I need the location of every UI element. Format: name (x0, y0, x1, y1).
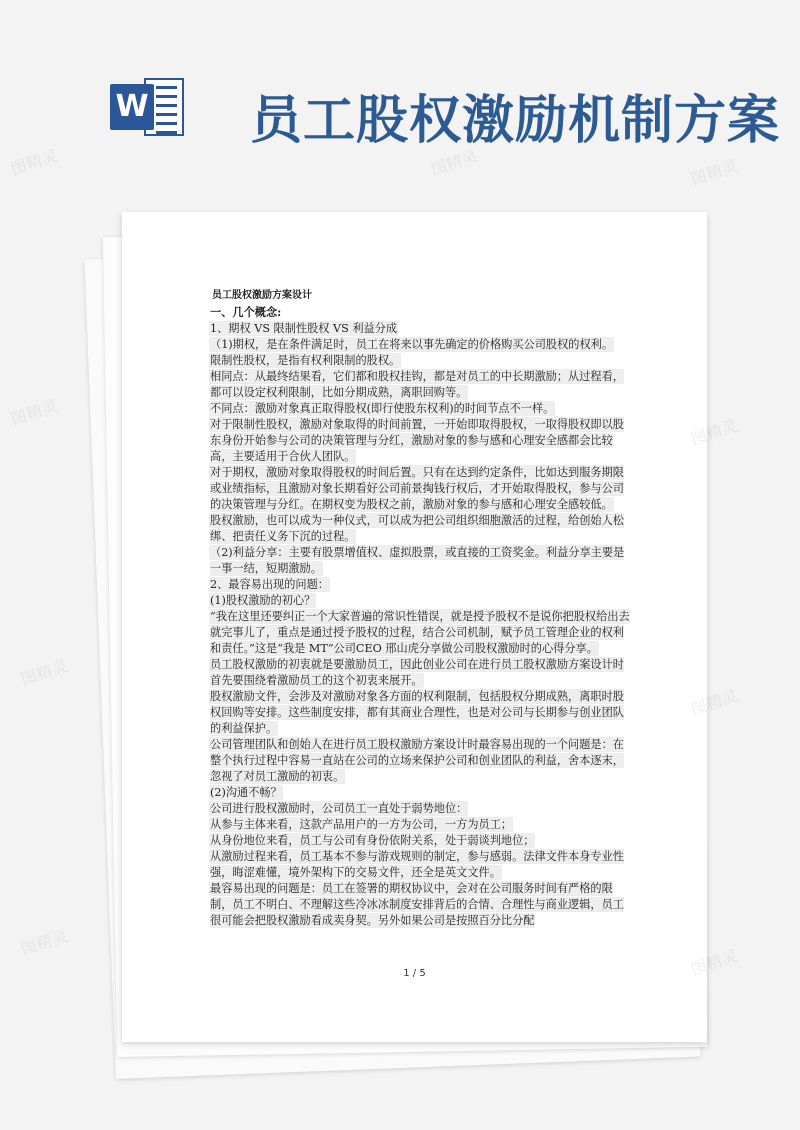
paragraph: 从激励过程来看，员工基本不参与游戏规则的制定，参与感弱。法律文件本身专业性强，晦涩难懂，境外架构下的交易文件，还全是英文文件。 (210, 850, 624, 879)
watermark: 图精灵 (688, 685, 741, 719)
document-heading: 员工股权激励方案设计 (212, 290, 312, 301)
paragraph: 对于期权，激励对象取得股权的时间后置。只有在达到约定条件，比如达到服务期限或业绩指标，且激励对象长期看好公司前景掏钱行权后，才开始取得股权，参与公司的决策管理与分红。在期权变为股权之前，激励对象的参与感和心理安全感较低。 (210, 466, 624, 511)
watermark: 图精灵 (428, 145, 481, 179)
word-badge: W (110, 84, 154, 130)
watermark: 图精灵 (18, 655, 71, 689)
watermark: 图精灵 (688, 155, 741, 189)
watermark: 图精灵 (18, 925, 71, 959)
paragraph: 1、期权 VS 限制性股权 VS 利益分成 (210, 322, 398, 335)
paragraph: （2)利益分享：主要有股票增值权、虚拟股票，或直接的工资奖金。利益分享主要是一事一结，短期激励。 (210, 546, 625, 575)
document-page (122, 212, 707, 1042)
paragraph: 一、几个概念: (210, 305, 282, 319)
paragraph: 从参与主体来看，这款产品用户的一方为公司，一方为员工； (210, 818, 513, 831)
paragraph: 公司进行股权激励时，公司员工一直处于弱势地位： (210, 802, 468, 815)
word-doc-icon (110, 70, 188, 144)
watermark: 图精灵 (8, 395, 61, 429)
paragraph: 公司管理团队和创始人在进行员工股权激励方案设计时最容易出现的一个问题是：在整个执行过程中容易一直站在公司的立场来保护公司和创业团队的利益，舍本逐末，忽视了对员工激励的初衷。 (210, 738, 624, 783)
paragraph: (2)沟通不畅？ (210, 786, 282, 799)
paragraph: 股权激励，也可以成为一种仪式，可以成为把公司组织细胞激活的过程，给创始人松绑、把责任义务下沉的过程。 (210, 514, 624, 543)
page-number: 1 / 5 (403, 968, 426, 979)
header (0, 0, 800, 190)
page-title: 员工股权激励机制方案 (250, 91, 781, 151)
paragraph: 不同点：激励对象真正取得股权(即行使股东权利)的时间节点不一样。 (210, 402, 555, 415)
paragraph: 最容易出现的问题是：员工在签署的期权协议中，会对在公司服务时间有严格的限制，员工不明白、不理解这些冷冰冰制度安排背后的合情、合理性与商业逻辑，员工很可能会把股权激励看成卖身契。另外如果公司是按照百分比分配 (210, 882, 624, 927)
paragraph: 从身份地位来看，员工与公司有身份依附关系，处于弱谈判地位； (210, 834, 535, 847)
paragraph: “我在这里还要纠正一个大家普遍的常识性错误，就是授予股权不是说你把股权给出去就完事儿了，重点是通过授予股权的过程，结合公司机制，赋予员工管理企业的权利和责任。”这是“我是 MT”公司CEO 邢山虎分享做公司股权激励时的心得分享。 (210, 610, 630, 655)
watermark: 图精灵 (688, 415, 741, 449)
paragraph: 相同点：从最终结果看，它们都和股权挂钩，都是对员工的中长期激励；从过程看，都可以设定权利限制，比如分期成熟，离职回购等。 (210, 370, 624, 399)
document-body (210, 304, 630, 929)
watermark: 图精灵 (8, 145, 61, 179)
paragraph: 对于限制性股权，激励对象取得的时间前置，一开始即取得股权，一取得股权即以股东身份开始参与公司的决策管理与分红，激励对象的参与感和心理安全感都会比较高，主要适用于合伙人团队。 (210, 418, 624, 463)
watermark: 图精灵 (688, 945, 741, 979)
paragraph: (1)股权激励的初心？ (210, 594, 316, 607)
paragraph: 股权激励文件，会涉及对激励对象各方面的权利限制，包括股权分期成熟，离职时股权回购等安排。这些制度安排，都有其商业合理性，也是对公司与长期参与创业团队的利益保护。 (210, 690, 624, 735)
paragraph: 限制性股权，是指有权利限制的股权。 (210, 354, 401, 367)
paragraph: （1)期权，是在条件满足时，员工在将来以事先确定的价格购买公司股权的权利。 (210, 338, 614, 351)
paragraph: 2、最容易出现的问题： (210, 578, 329, 591)
paragraph: 员工股权激励的初衷就是要激励员工，因此创业公司在进行员工股权激励方案设计时首先要围绕着激励员工的这个初衷来展开。 (210, 658, 624, 687)
